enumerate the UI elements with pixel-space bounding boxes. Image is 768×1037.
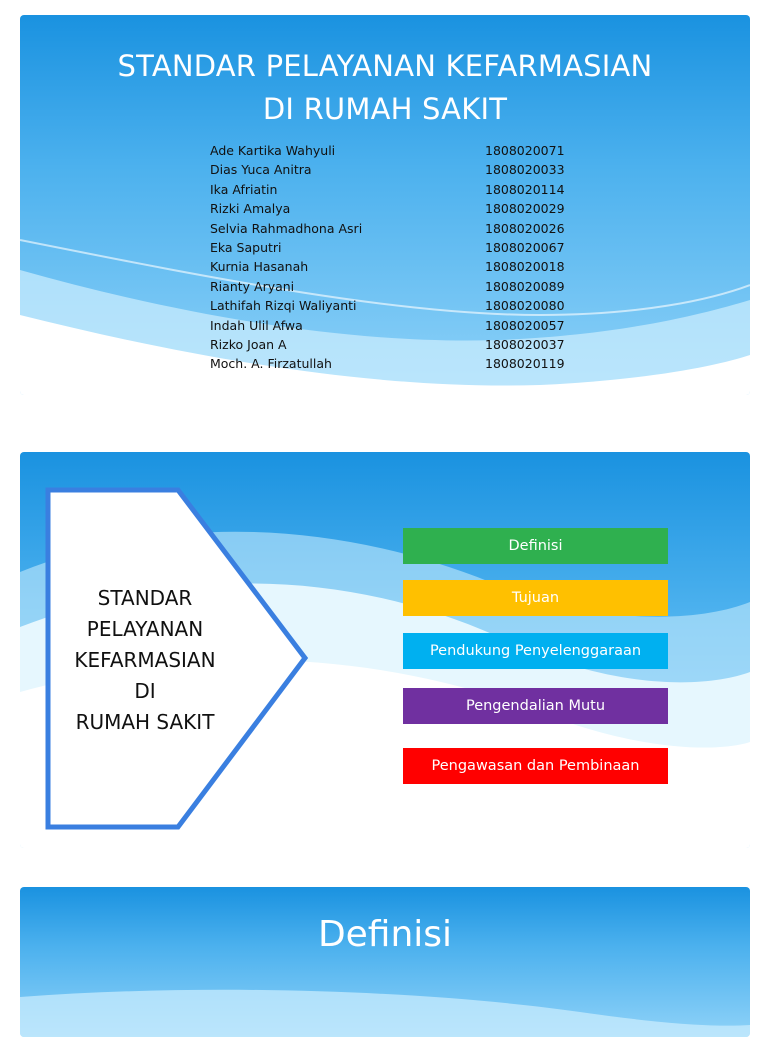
member-name: Rianty Aryani — [210, 278, 295, 294]
shape-line-1: STANDAR — [97, 586, 193, 610]
member-name: Ade Kartika Wahyuli — [210, 143, 336, 158]
member-name: Selvia Rahmadhona Asri — [210, 220, 363, 236]
title-line-1: STANDAR PELAYANAN KEFARMASIAN — [117, 49, 653, 83]
member-name: Dias Yuca Anitra — [210, 162, 312, 178]
topic-shape-text — [45, 583, 245, 738]
shape-line-3: KEFARMASIAN — [74, 648, 216, 672]
pengawasan-pembinaan-button[interactable]: Pengawasan dan Pembinaan — [403, 748, 668, 784]
member-id: 1808020033 — [485, 162, 565, 178]
shape-line-5: RUMAH SAKIT — [75, 710, 215, 734]
definisi-button[interactable]: Definisi — [403, 528, 668, 564]
member-name: Ika Afriatin — [210, 181, 278, 197]
shape-line-4: DI — [134, 679, 156, 703]
member-id: 1808020029 — [485, 201, 565, 217]
member-name: Rizko Joan A — [210, 336, 287, 352]
pendukung-penyelenggaraan-button[interactable]: Pendukung Penyelenggaraan — [403, 633, 668, 669]
pengendalian-mutu-button[interactable]: Pengendalian Mutu — [403, 688, 668, 724]
definisi-slide — [20, 887, 750, 1037]
member-row — [210, 238, 610, 257]
member-name: Lathifah Rizqi Waliyanti — [210, 298, 357, 314]
member-name: Kurnia Hasanah — [210, 259, 309, 275]
member-row — [210, 354, 610, 373]
member-id: 1808020071 — [485, 143, 565, 158]
member-row — [210, 141, 610, 160]
member-id: 1808020089 — [485, 278, 565, 294]
member-row — [210, 160, 610, 179]
tujuan-button[interactable]: Tujuan — [403, 580, 668, 616]
topic-shape — [45, 487, 310, 832]
member-row — [210, 219, 610, 238]
member-id: 1808020018 — [485, 259, 565, 275]
slide-title: Definisi — [317, 914, 453, 955]
member-id: 1808020026 — [485, 220, 565, 236]
member-id: 1808020037 — [485, 336, 565, 352]
wave-background — [20, 887, 750, 1037]
slide-title — [20, 45, 750, 131]
member-id: 1808020080 — [485, 298, 565, 314]
member-id: 1808020119 — [485, 356, 565, 372]
member-id: 1808020114 — [485, 181, 565, 197]
member-name: Moch. A. Firzatullah — [210, 356, 332, 372]
member-id: 1808020067 — [485, 239, 565, 255]
overview-slide — [20, 452, 750, 848]
member-list — [210, 141, 610, 374]
member-name: Rizki Amalya — [210, 201, 291, 217]
member-row — [210, 316, 610, 335]
title-line-2: DI RUMAH SAKIT — [262, 92, 508, 126]
member-name: Eka Saputri — [210, 239, 282, 255]
member-row — [210, 199, 610, 218]
member-row — [210, 335, 610, 354]
member-row — [210, 257, 610, 276]
title-slide — [20, 15, 750, 395]
member-name: Indah Ulil Afwa — [210, 317, 303, 333]
member-row — [210, 277, 610, 296]
member-id: 1808020057 — [485, 317, 565, 333]
member-row — [210, 296, 610, 315]
shape-line-2: PELAYANAN — [86, 617, 204, 641]
member-row — [210, 180, 610, 199]
